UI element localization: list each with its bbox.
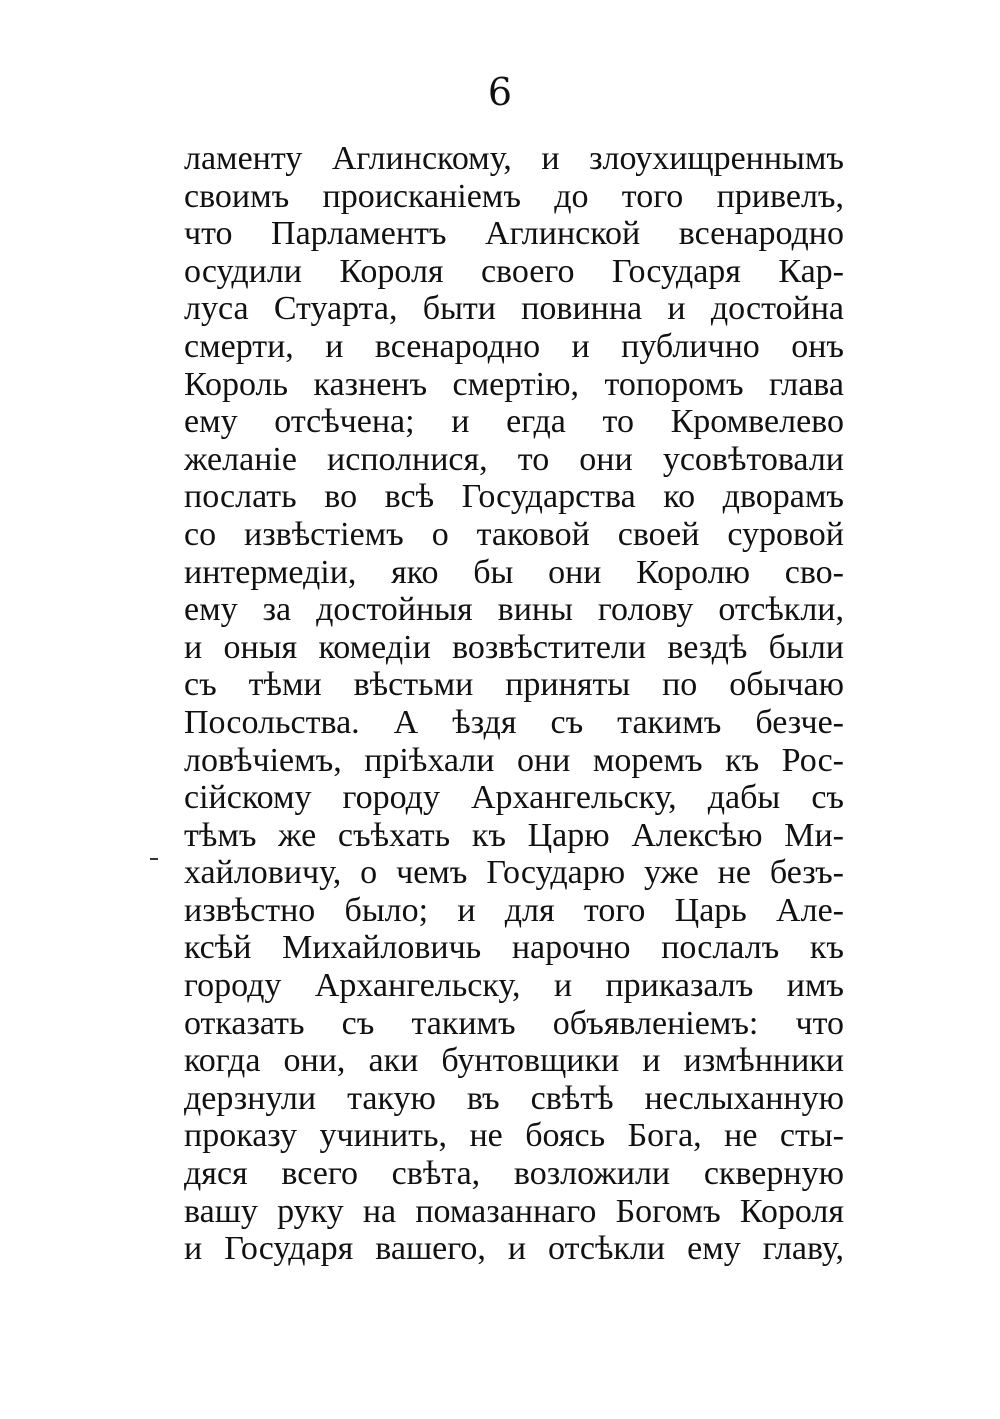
text-line: Король казненъ смертію, топоромъ глава <box>184 365 844 403</box>
text-line: дяся всего свѣта, возложили скверную <box>184 1155 844 1193</box>
text-line: ловѣчіемъ, пріѣхали они моремъ къ Рос- <box>184 741 844 779</box>
text-line: ксѣй Михайловичь нарочно послалъ къ <box>184 929 844 967</box>
text-line: извѣстно было; и для того Царь Але- <box>184 891 844 929</box>
text-line: и оныя комедіи возвѣстители вездѣ были <box>184 628 844 666</box>
text-line: своимъ происканіемъ до того привелъ, <box>184 177 844 215</box>
text-line: ему за достойныя вины голову отсѣкли, <box>184 591 844 629</box>
text-line: отказать съ такимъ объявленіемъ: что <box>184 1004 844 1042</box>
text-line: когда они, аки бунтовщики и измѣнники <box>184 1042 844 1080</box>
text-line: желаніе исполнися, то они усовѣтовали <box>184 440 844 478</box>
text-line: дерзнули такую въ свѣтѣ неслыханную <box>184 1079 844 1117</box>
text-line: со извѣстіемъ о таковой своей суровой <box>184 515 844 553</box>
text-line: послать во всѣ Государства ко дворамъ <box>184 478 844 516</box>
page-number: 6 <box>487 70 513 114</box>
text-line: сійскому городу Архангельску, дабы съ <box>184 779 844 817</box>
text-line: вашу руку на помазаннаго Богомъ Короля <box>184 1192 844 1230</box>
text-line: хайловичу, о чемъ Государю уже не безъ- <box>184 854 844 892</box>
body-text <box>184 140 844 1268</box>
text-line: и Государя вашего, и отсѣкли ему главу, <box>184 1230 844 1268</box>
text-line: проказу учинить, не боясь Бога, не сты- <box>184 1117 844 1155</box>
text-line: луса Стуарта, быти повинна и достойна <box>184 290 844 328</box>
text-line: ламенту Аглинскому, и злоухищреннымъ <box>184 140 844 177</box>
text-line: городу Архангельску, и приказалъ имъ <box>184 967 844 1005</box>
text-line: съ тѣми вѣстьми приняты по обычаю <box>184 666 844 704</box>
text-line: осудили Короля своего Государя Кар- <box>184 252 844 290</box>
text-line: ему отсѣчена; и егда то Кромвелево <box>184 403 844 441</box>
text-line: интермедіи, яко бы они Королю сво- <box>184 553 844 591</box>
margin-mark <box>150 858 158 860</box>
text-line: тѣмъ же съѣхать къ Царю Алексѣю Ми- <box>184 816 844 854</box>
text-line: смерти, и всенародно и публично онъ <box>184 327 844 365</box>
text-line: что Парламентъ Аглинской всенародно <box>184 215 844 253</box>
text-line: Посольства. А ѣздя съ такимъ безче- <box>184 703 844 741</box>
